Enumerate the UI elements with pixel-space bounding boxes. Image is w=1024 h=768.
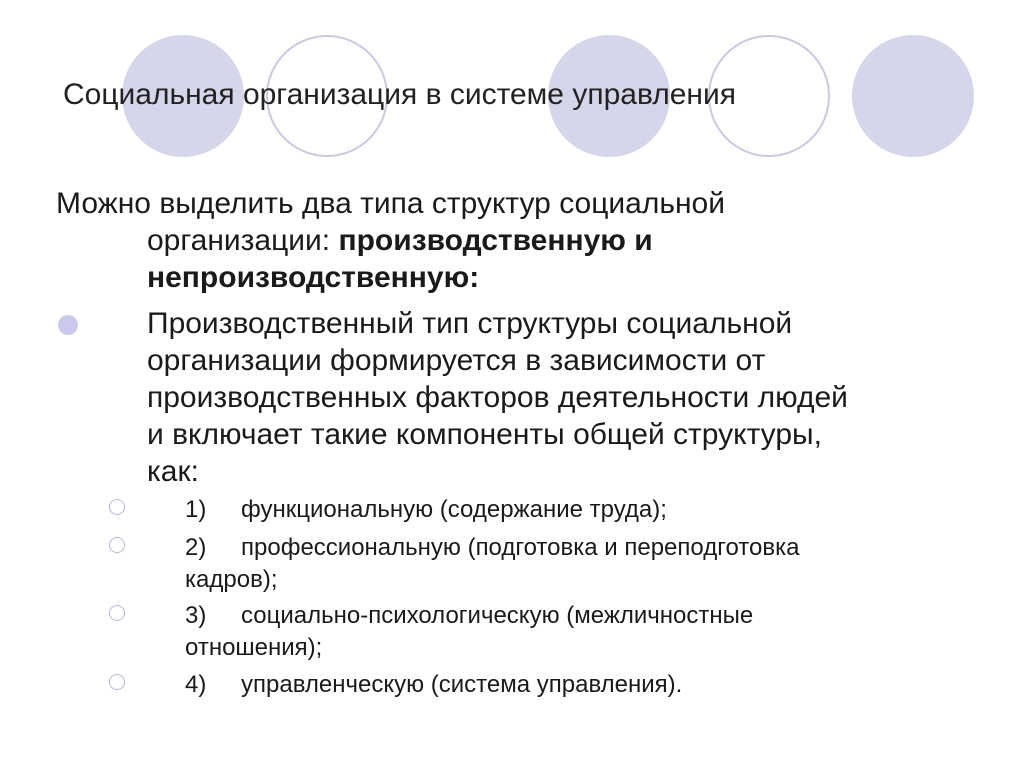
list-item — [107, 494, 907, 526]
paragraph-line: как: — [147, 455, 199, 488]
list-item-text: профессиональную (подготовка и переподготовка — [241, 534, 800, 561]
bullet-dot-icon — [58, 315, 78, 335]
list-item-number: 4) — [185, 671, 207, 698]
intro-line — [56, 222, 956, 259]
list-item-text: управленческую (система управления). — [241, 671, 683, 698]
paragraph-line: Производственный тип структуры социальной — [147, 307, 793, 340]
decorative-circle-filled — [852, 35, 974, 157]
list-item-text: социально-психологическую (межличностные — [241, 602, 754, 629]
paragraph-line: и включает такие компоненты общей структуры, — [147, 418, 822, 451]
slide-title: Социальная организация в системе управления — [63, 78, 736, 111]
bullet-paragraph — [147, 305, 967, 490]
intro-paragraph — [56, 185, 956, 296]
ring-bullet-icon — [109, 605, 125, 621]
intro-bold-text: непроизводственную: — [147, 261, 480, 294]
intro-text: организации: — [147, 224, 339, 257]
list-item-text-continued: отношения); — [185, 634, 323, 661]
list-item-number: 3) — [185, 602, 207, 629]
list-item-number: 2) — [185, 534, 207, 561]
intro-bold-text: производственную и — [338, 224, 653, 257]
intro-line: Можно выделить два типа структур социальной — [56, 187, 725, 220]
list-item — [107, 532, 907, 596]
list-item — [107, 600, 907, 664]
ring-bullet-icon — [109, 674, 125, 690]
ring-bullet-icon — [109, 499, 125, 515]
paragraph-line: производственных факторов деятельности людей — [147, 381, 848, 414]
intro-line — [56, 259, 956, 296]
ring-bullet-icon — [109, 537, 125, 553]
paragraph-line: организации формируется в зависимости от — [147, 344, 766, 377]
list-item-text-continued: кадров); — [185, 566, 278, 593]
list-item-text: функциональную (содержание труда); — [241, 496, 667, 523]
list-item — [107, 669, 907, 701]
list-item-number: 1) — [185, 496, 207, 523]
